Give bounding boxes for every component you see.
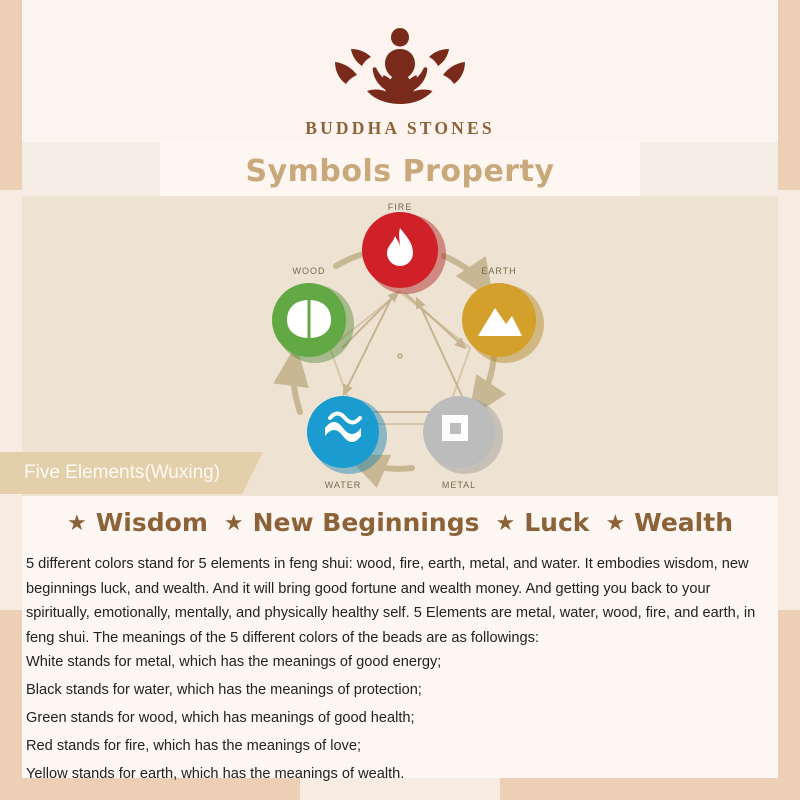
corner-band-right-bottom: [778, 610, 800, 800]
element-fire: [362, 202, 446, 294]
description-paragraph: [26, 552, 774, 650]
svg-text:WATER: WATER: [324, 480, 362, 490]
svg-text:METAL: METAL: [441, 480, 477, 490]
element-earth: [462, 266, 544, 363]
keyword-label: Wisdom: [95, 508, 208, 537]
svg-text:WOOD: WOOD: [292, 266, 326, 276]
keyword-luck: [496, 508, 590, 537]
keyword-label: New Beginnings: [252, 508, 480, 537]
list-item: Black stands for water, which has the meanings of protection;: [26, 682, 422, 698]
star-icon: ★: [66, 509, 87, 535]
star-icon: ★: [605, 509, 626, 535]
title-container: [160, 142, 640, 200]
corner-band-left-bottom: [0, 610, 22, 800]
keyword-label: Luck: [524, 508, 590, 537]
star-icon: ★: [495, 509, 516, 535]
keyword-row: [22, 508, 778, 537]
page-title: Symbols Property: [245, 153, 555, 189]
element-wood: [272, 266, 354, 363]
brand-name: BUDDHA STONES: [305, 118, 495, 138]
svg-text:FIRE: FIRE: [387, 202, 413, 212]
list-item: Green stands for wood, which has meanings of good health;: [26, 710, 415, 726]
color-meaning-list: [26, 648, 774, 788]
description-text: 5 different colors stand for 5 elements in feng shui: wood, fire, earth, metal, and water. It embodies wisdom, new beginnings luck, and wealth. And it will bring good fortune and wealth money. And getting you back to your spiritually, emotionally, mentally, and physically healthy self. 5 Elements are metal, water, wood, fire, and earth, in feng shui. The meanings of the 5 different colors of the beads are as followings:: [26, 556, 756, 646]
list-item: Yellow stands for earth, which has the meanings of wealth.: [26, 766, 405, 782]
five-elements-tab: [0, 452, 242, 494]
keyword-wealth: [605, 508, 733, 537]
five-elements-tab-label: Five Elements(Wuxing): [24, 462, 221, 483]
star-icon: ★: [223, 509, 244, 535]
element-water: [307, 396, 387, 490]
list-item: Red stands for fire, which has the meanings of love;: [26, 738, 362, 754]
keyword-wisdom: [67, 508, 208, 537]
keyword-label: Wealth: [634, 508, 733, 537]
list-item: White stands for metal, which has the meanings of good energy;: [26, 654, 442, 670]
brand-logo: [0, 22, 800, 139]
element-metal: [423, 396, 503, 490]
svg-text:EARTH: EARTH: [481, 266, 517, 276]
keyword-new-beginnings: [224, 508, 480, 537]
lotus-meditation-icon: [310, 22, 490, 114]
